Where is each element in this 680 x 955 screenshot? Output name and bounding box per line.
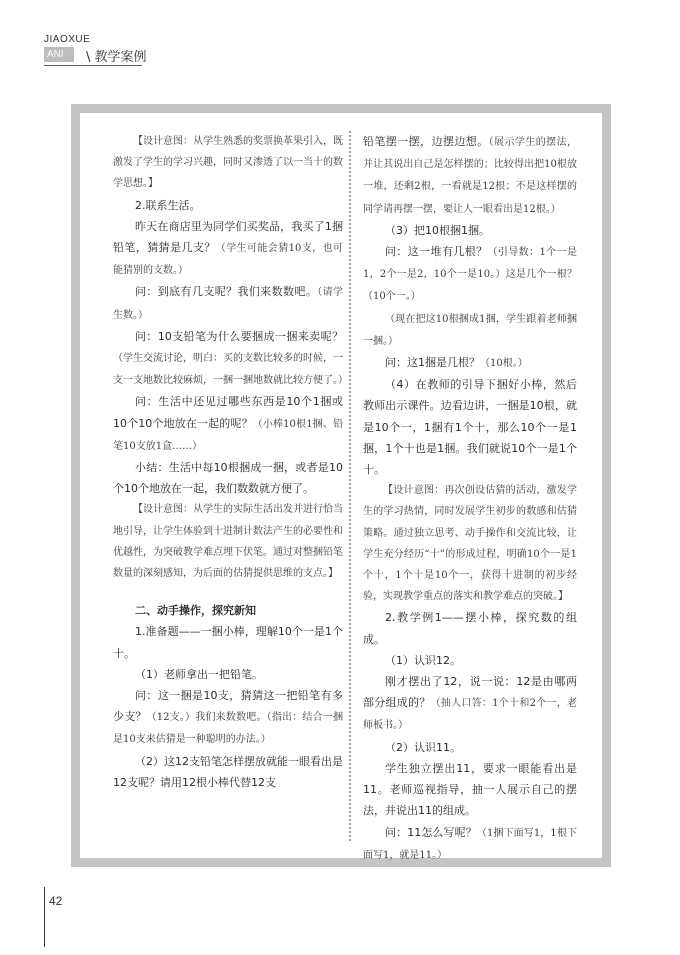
paragraph-text: 【设计意图：从学生的实际生活出发并进行恰当地引导，让学生体验到十进制计数法产生的必要性和优越性，为突破教学难点埋下伏笔。通过对整捆铅笔数量的深刻感知，为后面的估猜提供思维的支点。】 [113,504,343,580]
paragraph [363,650,577,671]
paragraph [113,195,343,216]
paragraph-note: （1捆下面写1，1根下面写1，就是11。） [363,827,577,861]
paragraph [113,621,343,663]
paragraph-text: 2.教学例1——摆小棒，探究数的组成。 [363,611,577,646]
paragraph-text: 问：生活中还见过哪些东西是10个1捆或10个10个地放在一起的呢？ [113,395,343,430]
paragraph-text: 问：这1捆是几根？ [385,356,480,370]
paragraph [363,308,577,352]
paragraph-note: （抽人口答：1个十和2个一，老师板书。） [363,698,578,732]
paragraph [363,374,577,480]
paragraph-note: （学生可能会猜10支，也可能猜别的支数。） [113,243,343,277]
paragraph-note: （10根。） [480,358,528,370]
paragraph-note: （12支。）我们来数数吧。（指出：结合一捆是10支来估猜是一种聪明的办法。） [113,712,344,746]
column-divider [349,131,351,841]
paragraph [363,220,577,241]
paragraph [113,281,343,325]
paragraph-note: （引导数：1个一是1，2个一是2，10个一是10。）这是几个一根？（10个一。） [363,247,577,303]
paragraph [363,607,577,649]
paragraph [363,758,577,822]
paragraph [363,241,577,308]
paragraph [363,822,577,866]
paragraph-text: 2.联系生活。 [135,198,201,212]
paragraph-text: 刚才摆出了12，说一说：12是由哪两部分组成的？ [363,675,577,710]
paragraph [113,131,343,195]
page-number: 42 [49,894,63,908]
paragraph-text: 学生独立摆出11，要求一眼能看出是11。老师巡视指导，抽一人展示自己的摆法，并说出11的组成。 [363,761,577,818]
paragraph-text: 昨天在商店里为同学们买奖品，我买了1捆铅笔，猜猜是几支？ [113,219,343,255]
paragraph-text: （2）认识11。 [385,740,461,754]
paragraph [113,685,343,751]
paragraph-note: （现在把这10根捆成1捆，学生跟着老师捆一捆。） [363,313,577,347]
paragraph [363,131,577,220]
paragraph-text: 铅笔摆一摆，边摆边想。 [363,135,489,148]
paragraph-note: （展示学生的摆法，并让其说出自己是怎样摆的；比较得出把10根放一堆，还剩2根，一看就是12根；不是这样摆的同学请再摆一摆，要让人一眼看出是12根。） [363,137,578,215]
paragraph [363,480,577,607]
header-section-title: \ 教学案例 [86,50,147,65]
paragraph-text: 小结：生活中每10根捆成一捆，或者是10个10个地放在一起，我们数数就方便了。 [113,461,343,496]
header-underline [44,65,142,66]
paragraph [113,664,343,685]
paragraph-note: （学生交流讨论，明白：买的支数比较多的时候，一支一支地数比较麻烦，一捆一捆地数就比较方便了。） [113,353,348,387]
paragraph [363,352,577,374]
paragraph [113,600,343,621]
paragraph [113,499,343,584]
paragraph-text: 问：到底有几支呢？我们来数数吧。 [135,285,318,299]
paragraph-text: 二、动手操作，探究新知 [135,604,256,618]
paragraph-text: 问：11怎么写呢？ [385,825,477,839]
header-english: JIAOXUE [44,34,91,45]
paragraph-text: 1.准备题——一捆小棒，理解10个一是1个十。 [113,625,343,660]
paragraph-text: 【设计意图：从学生熟悉的奖票换革果引入，既激发了学生的学习兴趣，同时又渗透了以一当十的数学思想。】 [113,136,343,190]
paragraph [363,737,577,758]
left-column [113,131,348,793]
right-column [363,131,577,866]
paragraph-text: 【设计意图：再次创设估猜的活动，激发学生的学习热情，同时发展学生初步的数感和估猜策略。通过独立思考、动手操作和交流比较，让学生充分经历“十”的形成过程，明确10个一是1个十，1个十是10个一，获得十进制的初步经验，实现教学重点的落实和教学难点的突破。】 [363,485,577,603]
paragraph [113,391,343,457]
paragraph-text: 问：这一堆有几根？ [385,245,488,259]
paragraph-text: 问：这一捆是10支，猜猜这一把铅笔有多少支？ [113,689,343,724]
page-number-rule [44,887,45,947]
paragraph-text: （1）老师拿出一把铅笔。 [135,667,263,681]
article-frame [71,104,611,867]
paragraph-text: （4）在教师的引导下捆好小棒，然后教师出示课件。边看边讲，一捆是10根，就是10个一，1捆有1个十，那么10个一是1捆，1个十也是1捆。我们就说10个一是1个十。 [363,378,577,477]
paragraph [113,326,348,392]
paragraph-note: （请学生数。） [113,287,344,321]
paragraph-text: （1）认识12。 [385,653,461,667]
paragraph [113,216,343,282]
paragraph [363,671,577,737]
paragraph-text: 问：10支铅笔为什么要捆成一捆来卖呢？ [135,329,343,343]
paragraph-note: （小棒10根1捆、铅笔10支放1盒……） [113,418,343,452]
paragraph-text: （2）这12支铅笔怎样摆放就能一眼看出是12支呢？请用12根小棒代替12支 [113,754,343,789]
article-body [80,113,602,861]
paragraph [113,751,343,793]
paragraph-text: （3）把10根捆1捆。 [385,223,490,237]
header-badge: ANI [44,47,74,62]
paragraph [113,457,343,499]
